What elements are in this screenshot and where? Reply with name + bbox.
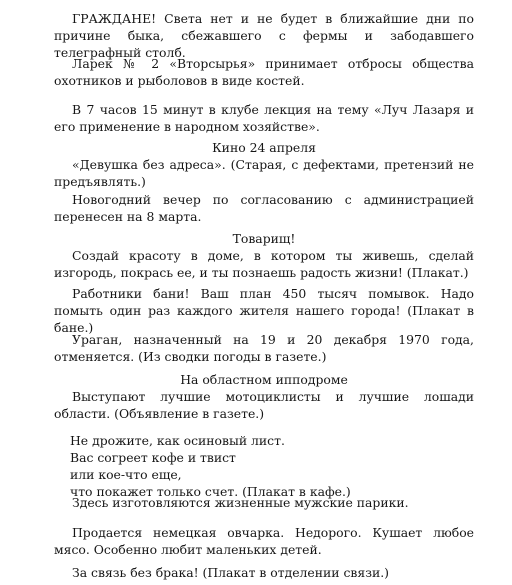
cafe-poem — [70, 432, 490, 500]
poem-line: или кое-что еще, — [70, 467, 182, 482]
poem-line: Вас согреет кофе и твист — [70, 450, 236, 465]
poster-bathhouse: Работники бани! Ваш план 450 тысяч помывок. Надо помыть один раз каждого жителя нашего города! (Плакат в бане.) — [54, 286, 474, 335]
hippodrome-heading: На областном ипподроме — [180, 372, 348, 387]
notice-cinema: «Девушка без адреса». (Старая, с дефектами, претензий не предъявлять.) — [54, 157, 474, 189]
notice-wigs: Здесь изготовляются жизненные мужские парики. — [72, 495, 409, 510]
poster-beauty: Создай красоту в доме, в котором ты живешь, сделай изгородь, покрась ее, и ты познаешь радость жизни! (Плакат.) — [54, 248, 474, 280]
poster-communications: За связь без брака! (Плакат в отделении связи.) — [72, 565, 389, 580]
notice-kiosk: Ларек № 2 «Вторсырья» принимает отбросы общества охотников и рыболовов в виде костей. — [54, 56, 474, 88]
poem-line: Не дрожите, как осиновый лист. — [70, 433, 285, 448]
notice-dog-sale: Продается немецкая овчарка. Недорого. Кушает любое мясо. Особенно любит маленьких детей. — [54, 525, 474, 557]
cinema-heading: Кино 24 апреля — [212, 140, 316, 155]
poem-line: что покажет только счет. (Плакат в кафе.) — [70, 484, 351, 499]
notice-no-power: ГРАЖДАНЕ! Света нет и не будет в ближайшие дни по причине быка, сбежавшего с фермы и забодавшего телеграфный столб. — [54, 11, 474, 60]
notice-hurricane: Ураган, назначенный на 19 и 20 декабря 1970 года, отменяется. (Из сводки погоды в газете.) — [54, 332, 474, 364]
notice-lecture: В 7 часов 15 минут в клубе лекция на тему «Луч Лазаря и его применение в народном хозяйстве». — [54, 102, 474, 134]
notice-new-year: Новогодний вечер по согласованию с администрацией перенесен на 8 марта. — [54, 192, 474, 224]
comrade-heading: Товарищ! — [232, 231, 296, 246]
notice-hippodrome: Выступают лучшие мотоциклисты и лучшие лошади области. (Объявление в газете.) — [54, 389, 474, 421]
